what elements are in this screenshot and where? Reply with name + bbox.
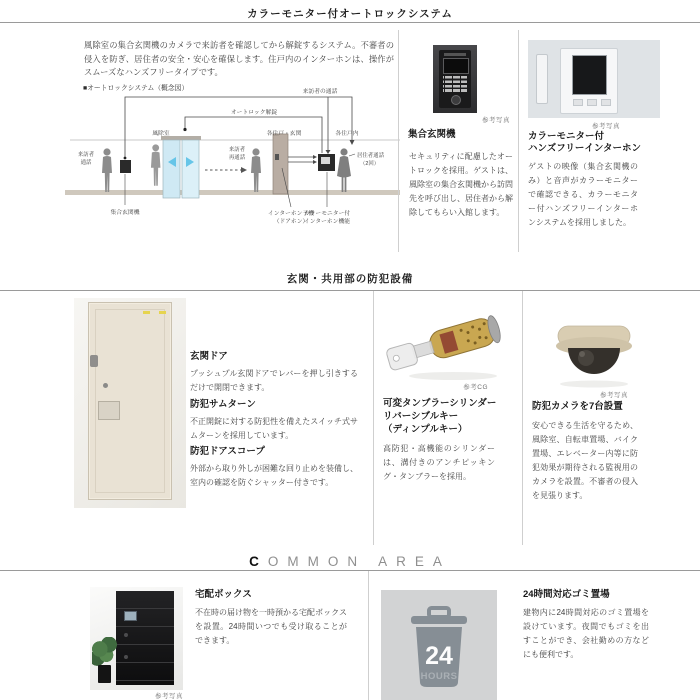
label-resident-2: （2回） [360,161,380,167]
label-recall-1: 来訪者 [228,147,246,153]
label-unit-entrance: 各住戸・玄関 [266,131,302,137]
trash-icon-label: HOURS [420,671,458,682]
panel-slot [444,53,466,56]
label-monitor-func-2: インターホン機能 [303,219,351,225]
label-windbreak: 風除室 [152,131,170,137]
recall-wire [288,157,313,162]
key-shadow [409,372,497,380]
label-recall-2: 再通話 [228,155,246,161]
label-resident-1: 居住者通話 [357,153,384,159]
top-rule [0,22,700,23]
feature-body-thumbturn: 不正開錠に対する防犯性を備えたスイッチ式サムターンを採用しています。 [190,417,358,440]
feature-title-thumbturn: 防犯サムターン [190,399,256,410]
photo-caption: 参考写真 [482,117,510,124]
monitor-button [601,99,611,106]
common-area-title [0,553,700,571]
security-section-title: 玄関・共用部の防犯設備 [286,273,414,285]
label-visitor-call-top: 来訪者の通話 [302,89,338,95]
delivery-body: 不在時の届け物を一時預かる宅配ボックスを設置。24時間いつでも受け取ることができます。 [195,608,347,645]
photo-caption: 参考CG [463,384,488,391]
door-scope-box [98,401,120,420]
intercom-card-body: ゲストの映像（集合玄関機のみ）と音声がカラーモニターで確認できる、カラーモニター付ハンズフリーインターホンシステムを採用しました。 [528,162,638,227]
panel-screen [443,58,469,74]
plant-leaves [92,637,118,667]
monitor-button [573,99,583,106]
rule [0,290,700,291]
wire-arrow-icon [313,160,317,164]
intercom-card-title-line1: カラーモニター付 [528,131,605,142]
wire-dot [183,128,186,131]
wire-arrow-icon [326,150,331,154]
panel-call-button [451,95,461,105]
visitor-figure [102,148,112,192]
divider [518,30,519,252]
garbage-title: 24時間対応ゴミ置場 [523,589,610,600]
label-entrance-machine: 集合玄関機 [110,210,140,216]
trash-icon-number: 24 [425,642,453,670]
divider [522,291,523,545]
diagram-floor [65,190,400,195]
locker-handle [124,633,128,637]
security-camera-photo [532,312,662,392]
intercom-photo [528,40,660,118]
handset [536,54,548,104]
wire-dot [124,157,127,160]
delivery-title: 宅配ボックス [195,589,252,600]
camera-card-title: 防犯カメラを7台設置 [532,401,623,412]
diagram-caption: ■オートロックシステム（概念図） [83,85,189,92]
label-doorphone-1: インターホン子機 [267,211,315,217]
entrance-card-body: セキュリティに配慮したオートロックを採用。ゲストは、風除室の集合玄関機から訪問先を呼び出し、居住者から解除してもらい入館します。 [409,152,513,217]
delivery-box-photo [90,587,183,690]
label-unit-inside: 各住戸内 [335,131,359,137]
garbage-body: 建物内に24時間対応のゴミ置場を設けています。夜間でもゴミを出すことができ、会社勤めの方などにも便利です。 [523,608,649,659]
door-handle [90,355,98,367]
plant-pot [98,665,111,683]
label-doorphone-2: （ドアホン） [273,219,309,225]
divider [373,291,374,545]
monitor-device [318,154,335,171]
photo-caption: 参考写真 [592,123,620,130]
intercom-card-title-line2: ハンズフリーインターホン [528,143,641,154]
key-card-title-line1: 可変タンブラーシリンダー [383,398,497,409]
key-card-body: 高防犯・高機能のシリンダーは、溝付きのアンチピッキング・タンブラーを採用。 [383,444,495,481]
entrance-door-photo [74,298,186,508]
garbage-icon-box [381,590,497,700]
label-visitor-call-1: 来訪者 [77,152,95,158]
entrance-machine-device [120,160,131,173]
glass-door [161,136,201,198]
monitor-screen [572,55,607,95]
feature-title-door: 玄関ドア [190,351,228,362]
locker-display [124,611,137,621]
walk-arrow-icon [205,167,247,173]
door-lock [103,383,108,388]
key-art [385,314,503,373]
autolock-concept-diagram [60,84,405,229]
entrance-card-title: 集合玄関機 [408,129,456,140]
door [88,302,172,500]
autolock-section-title: カラーモニター付オートロックシステム [247,8,453,20]
wire-arrow-icon [350,140,355,145]
windbreak-figure [151,144,161,185]
monitor-unit [560,48,618,114]
key-card-title-line3: （ディンプルキー） [383,424,468,435]
common-area-title-first: C [249,554,268,569]
unlock-wire [185,117,322,153]
unit-visitor-figure [251,148,261,192]
entrance-machine-photo [433,45,477,113]
panel [439,50,471,108]
camera-shadow [560,381,628,388]
hinge-mark [143,311,150,314]
hinge-mark [159,311,166,314]
locker-handle [124,655,128,659]
resident-figure [337,148,351,192]
wire-arrow-icon [313,155,317,159]
key-card-title-line2: リバーシブルキー [383,411,459,422]
cylinder-key-photo [385,312,515,382]
doorphone-device [275,154,279,160]
locker-cabinet [116,591,174,685]
monitor-button [587,99,597,106]
photo-caption: 参考写真 [155,693,183,700]
common-area-title-rest: OMMON AREA [267,554,451,569]
label-monitor-func-1: カラーモニター付 [303,211,351,217]
camera-card-body: 安心できる生活を守るため、風除室、自転車置場、バイク置場、エレベーター内等に防犯効果が期待される監視用のカメラを設置。不審者の侵入を見張ります。 [532,421,638,500]
label-visitor-call-2: 通話 [80,160,92,166]
divider [368,571,369,700]
divider [398,30,399,252]
label-unlock: オートロック解錠 [230,110,278,116]
photo-caption: 参考写真 [600,392,628,399]
panel-keypad [443,76,467,92]
trash-can-icon [381,590,497,700]
feature-title-doorscope: 防犯ドアスコープ [190,446,265,457]
feature-body-doorscope: 外部から取り外しが困難な回り止めを装備し、室内の確認を防ぐシャッター付きです。 [190,464,358,487]
feature-body-door: プッシュプル玄関ドアでレバーを押し引きするだけで開閉できます。 [190,369,358,392]
autolock-intro-text: 風除室の集合玄関機のカメラで来訪者を確認してから解錠するシステム。不審者の侵入を防ぎ、居住者の安全・安心を確保します。住戸内のインターホンは、操作がスムーズなハンズフリータイプです。 [84,40,394,77]
dome-camera-art [556,322,632,374]
